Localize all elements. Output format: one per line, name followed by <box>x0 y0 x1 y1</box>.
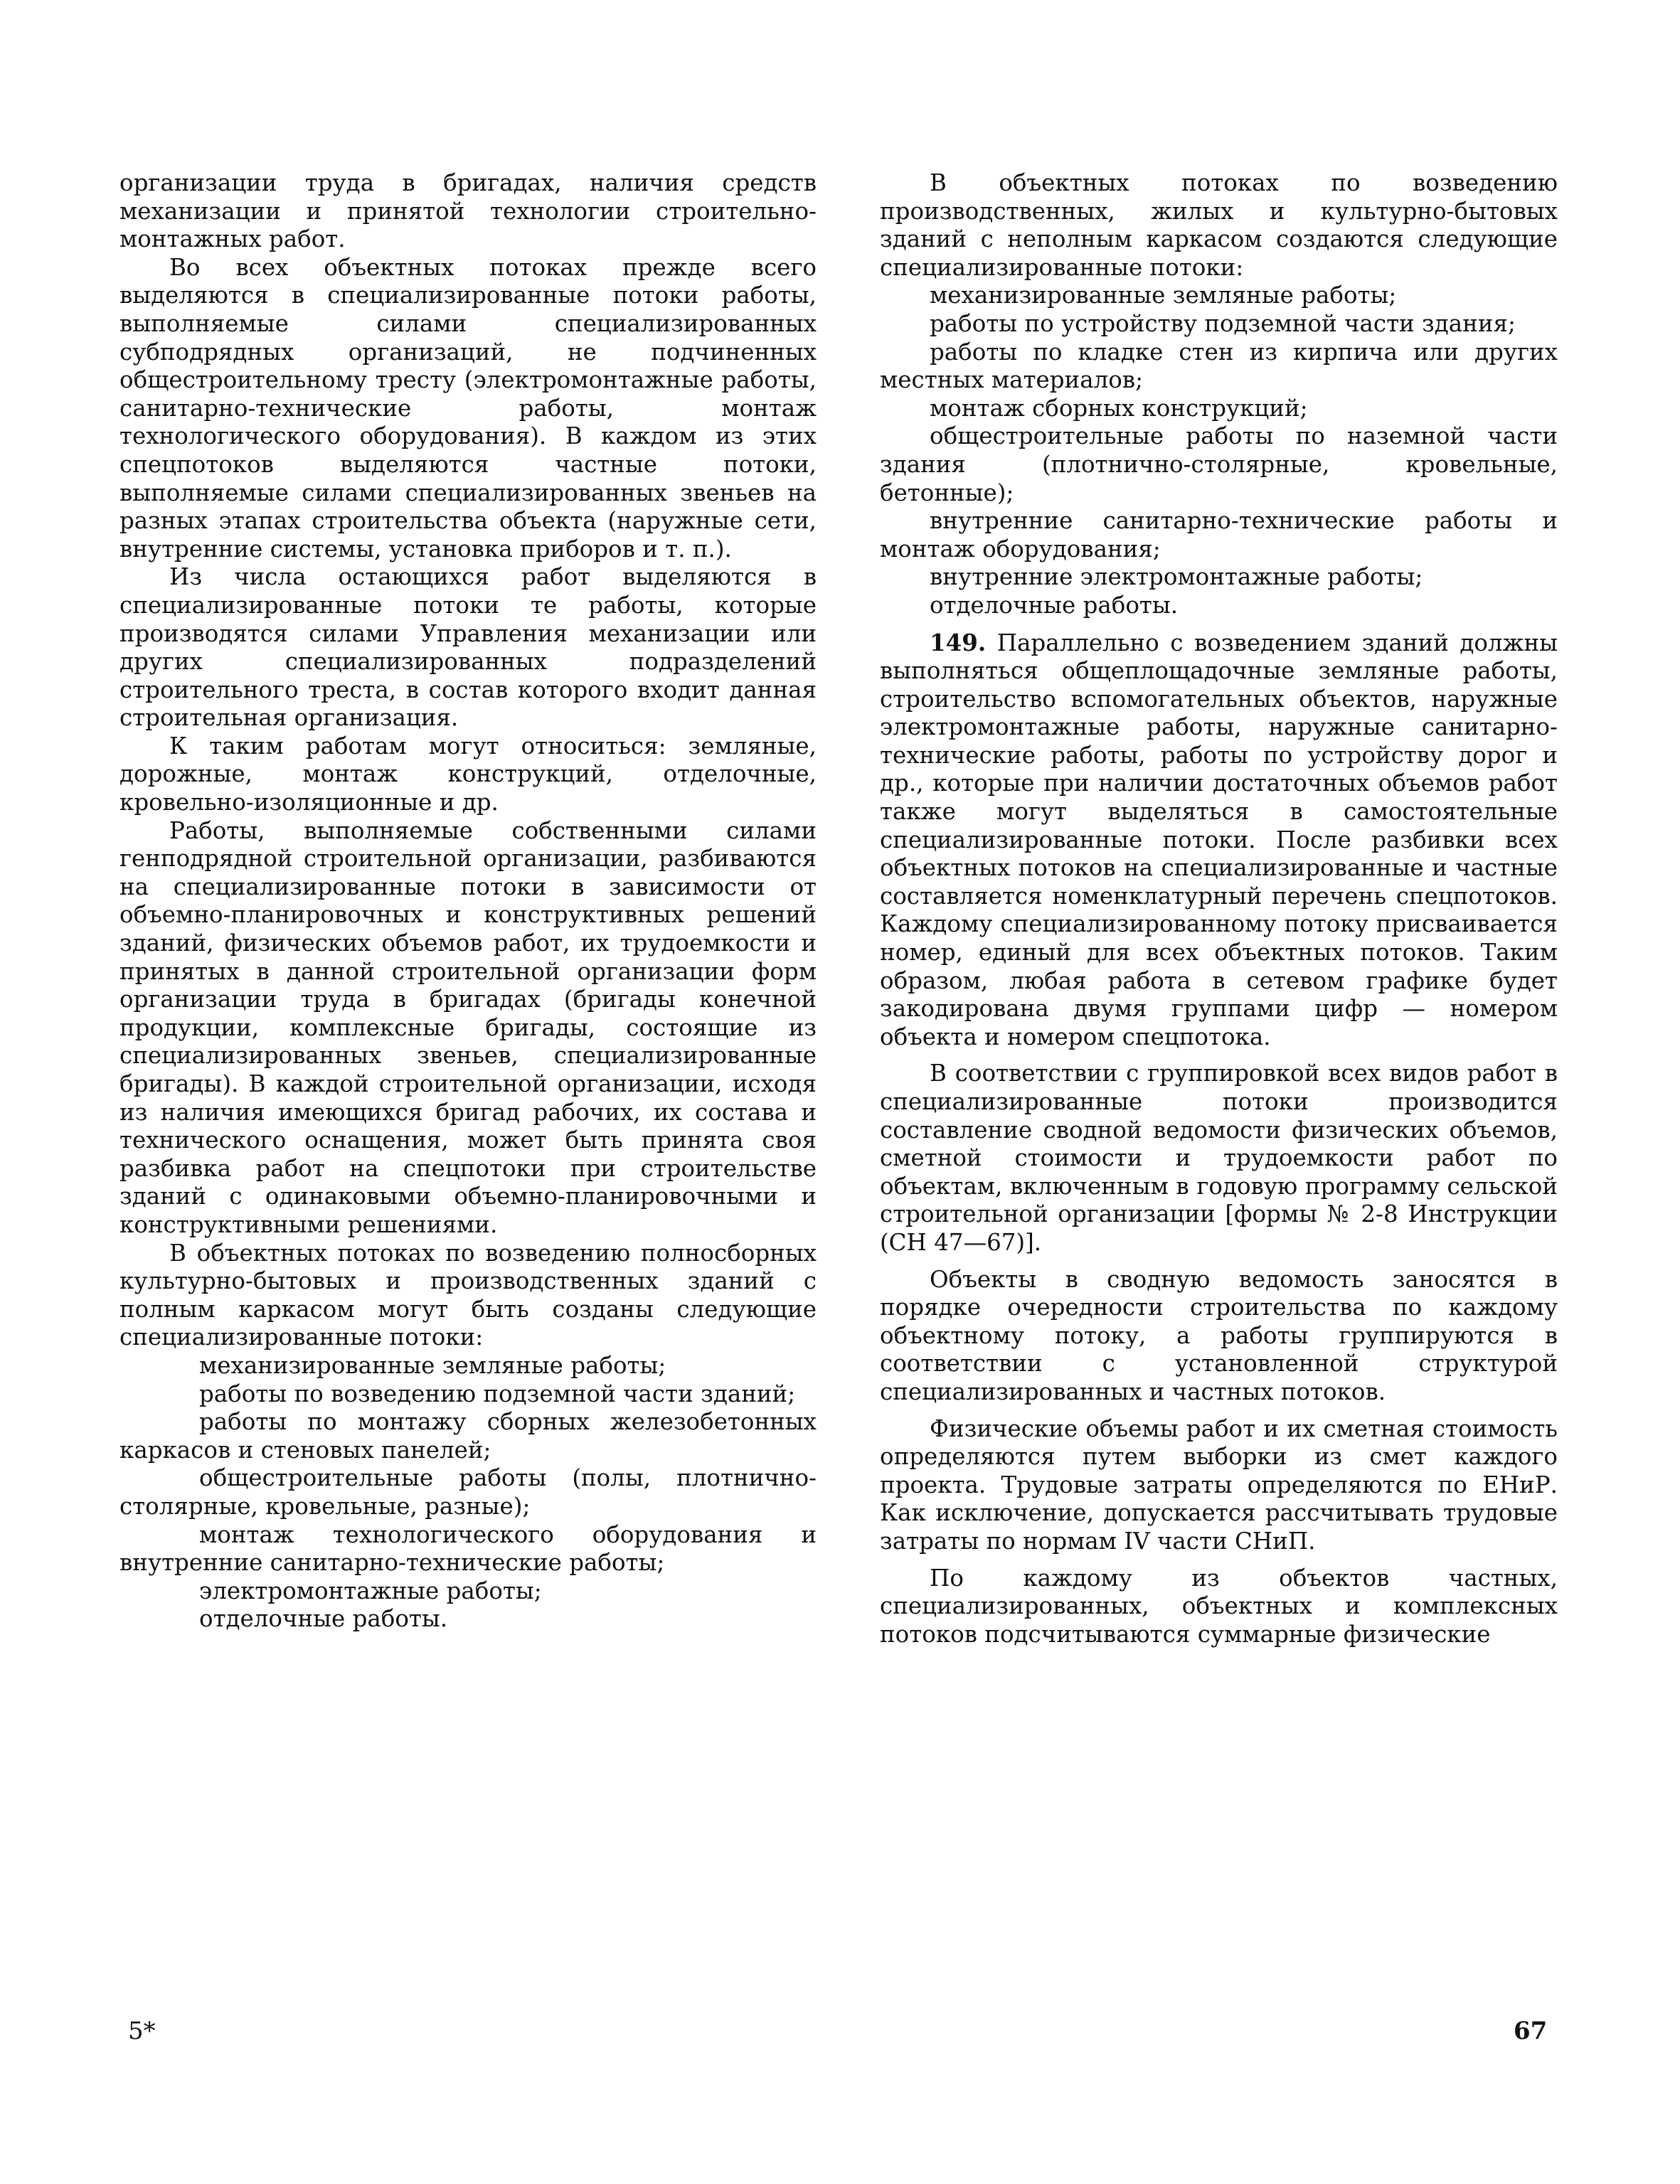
paragraph: организации труда в бригадах, наличия средств механизации и принятой технологии строительно-монтажных работ. <box>119 169 817 253</box>
list-item: механизированные земляные работы; <box>199 1351 666 1379</box>
paragraph: К таким работам могут относиться: земляные, дорожные, монтаж конструкций, отделочные, кровельно-изоляционные и др. <box>119 732 817 816</box>
list-item: механизированные земляные работы; <box>930 282 1397 309</box>
section-number: 149. <box>930 628 987 656</box>
list-item: электромонтажные работы; <box>199 1577 542 1604</box>
signature-mark: 5* <box>128 2017 156 2045</box>
list-item: общестроительные работы по наземной части здания (плотнично-столярные, кровельные, бетонные); <box>880 422 1558 506</box>
paragraph: Из числа остающихся работ выделяются в специализированные потоки те работы, которые производятся силами Управления механизации или других специализированных подразделений строительного треста, в состав которого входит данная строительная организация. <box>119 563 817 732</box>
paragraph: Работы, выполняемые собственными силами генподрядной строительной организации, разбиваются на специализированные потоки в зависимости от объемно-планировочных и конструктивных решений зданий, физических объемов работ, их трудоемкости и принятых в данной строительной организации форм организации труда в бригадах (бригады конечной продукции, комплексные бригады, состоящие из специализированных звеньев, специализированные бригады). В каждой строительной организации, исходя из наличия имеющихся бригад рабочих, их состава и технического оснащения, может быть принята своя разбивка работ на спецпотоки при строительстве зданий с одинаковыми объемно-планировочными и конструктивными решениями. <box>119 816 817 1238</box>
paragraph: В объектных потоках по возведению полносборных культурно-бытовых и производственных зданий с полным каркасом могут быть созданы следующие специализированные потоки: <box>119 1239 817 1351</box>
list-item: монтаж сборных конструкций; <box>930 394 1308 422</box>
list-item: работы по монтажу сборных железобетонных каркасов и стеновых панелей; <box>119 1408 817 1464</box>
paragraph: Во всех объектных потоках прежде всего выделяются в специализированные потоки работы, выполняемые силами специализированных субподрядных организаций, не подчиненных общестроительному тресту (электромонтажные работы, санитарно-технические работы, монтаж технологического оборудования). В каждом из этих спецпотоков выделяются частные потоки, выполняемые силами специализированных звеньев на разных этапах строительства объекта (наружные сети, внутренние системы, установка приборов и т. п.). <box>119 253 817 563</box>
list-item: работы по возведению подземной части зданий; <box>199 1380 796 1407</box>
list-item: монтаж технологического оборудования и внутренние санитарно-технические работы; <box>119 1520 817 1577</box>
list-item: отделочные работы. <box>930 591 1179 619</box>
paragraph: Физические объемы работ и их сметная стоимость определяются путем выборки из смет каждого проекта. Трудовые затраты определяются по ЕНиР. Как исключение, допускается рассчитывать трудовые затраты по нормам IV части СНиП. <box>880 1415 1558 1555</box>
right-column <box>880 169 1558 1648</box>
list-item: внутренние электромонтажные работы; <box>930 563 1423 591</box>
paragraph: По каждому из объектов частных, специализированных, объектных и комплексных потоков подсчитываются суммарные физические <box>880 1564 1558 1648</box>
paragraph: В объектных потоках по возведению производственных, жилых и культурно-бытовых зданий с неполным каркасом создаются следующие специализированные потоки: <box>880 169 1558 281</box>
list-item: работы по устройству подземной части здания; <box>930 309 1516 337</box>
section-149-paragraph <box>880 629 1558 1052</box>
list-item: работы по кладке стен из кирпича или других местных материалов; <box>880 338 1558 394</box>
list-item: внутренние санитарно-технические работы и монтаж оборудования; <box>880 507 1558 563</box>
list-item: общестроительные работы (полы, плотнично-столярные, кровельные, разные); <box>119 1464 817 1520</box>
section-text: Параллельно с возведением зданий должны выполняться общеплощадочные земляные работы, строительство вспомогательных объектов, наружные электромонтажные работы, наружные санитарно-технические работы, работы по устройству дорог и др., которые при наличии достаточных объемов работ также могут выделяться в самостоятельные специализированные потоки. После разбивки всех объектных потоков на специализированные и частные составляется номенклатурный перечень спецпотоков. Каждому специализированному потоку присваивается номер, единый для всех объектных потоков. Таким образом, любая работа в сетевом графике будет закодирована двумя группами цифр — номером объекта и номером спецпотока. <box>880 629 1558 1050</box>
list-item: отделочные работы. <box>199 1605 448 1633</box>
paragraph: Объекты в сводную ведомость заносятся в порядке очередности строительства по каждому объектному потоку, а работы группируются в соответствии с установленной структурой специализированных и частных потоков. <box>880 1265 1558 1405</box>
left-column <box>119 169 817 1634</box>
page-number: 67 <box>1514 2017 1548 2045</box>
paragraph: В соответствии с группировкой всех видов работ в специализированные потоки производится составление сводной ведомости физических объемов, сметной стоимости и трудоемкости работ по объектам, включенным в годовую программу сельской строительной организации [формы № 2-8 Инструкции (СН 47—67)]. <box>880 1060 1558 1256</box>
